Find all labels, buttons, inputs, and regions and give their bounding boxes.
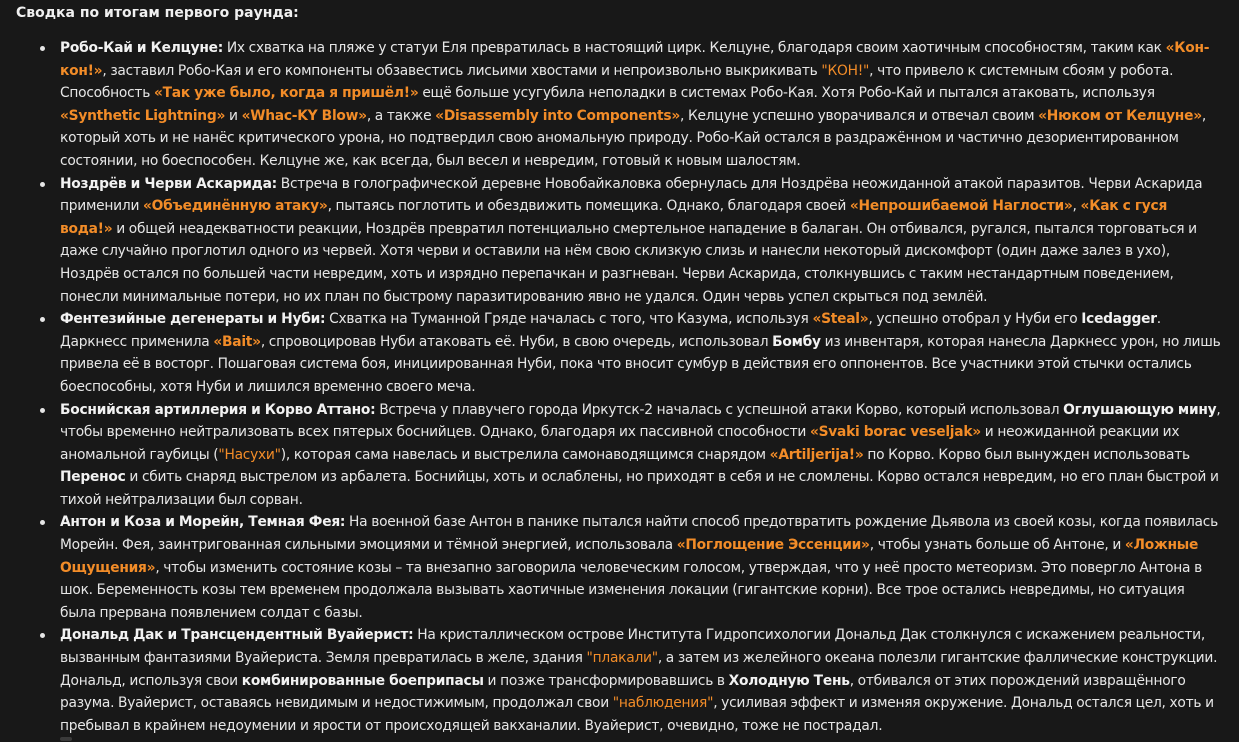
- ability-highlight: «Artiljerija!»: [769, 446, 864, 463]
- ability-highlight: «Bait»: [213, 333, 261, 350]
- next-item-bullet-fragment: [60, 737, 72, 741]
- item-title: Фентезийные дегенераты и Нуби:: [60, 311, 326, 328]
- ability-highlight: «Как с гуся вода!»: [60, 198, 1168, 237]
- body-text: , а также: [366, 107, 436, 124]
- body-text: , успешно отобрал у Нуби его: [868, 311, 1082, 328]
- ability-highlight: «Ложные Ощущения»: [60, 537, 1199, 576]
- body-text: Их схватка на пляже у статуи Еля превратилась в настоящий цирк. Келцуне, благодаря своим хаотичным способностям, таким как: [222, 40, 1166, 56]
- body-text: , пытаясь поглотить и обездвижить помещика. Однако, благодаря своей: [327, 198, 850, 215]
- body-text: Схватка на Туманной Гряде началась с того, что Казума, используя: [325, 311, 813, 328]
- bold-term: Холодную Тень: [728, 672, 850, 689]
- ability-highlight: «Непрошибаемой Наглости»: [849, 198, 1073, 215]
- ability-highlight: «Объединённую атаку»: [143, 198, 328, 215]
- body-text: . Даркнесс применила: [60, 311, 1161, 350]
- body-text: , усиливая эффект и изменяя окружение. Дональд остался цел, хоть и пребывал в крайнем недоумении и ярости от происходящей вакханалии. Вуайерист, очевидно, тоже не пострадал.: [60, 695, 1214, 734]
- list-item: [0, 308, 1239, 398]
- body-text: , спровоцировав Нуби атаковать её. Нуби, в свою очередь, использовал: [260, 333, 773, 350]
- ability-highlight: «Кон-кон!»: [60, 40, 1210, 79]
- ability-highlight: «Disassembly into Components»: [435, 107, 680, 124]
- body-text: и: [225, 107, 242, 124]
- ability-highlight: «Поглощение Эссенции»: [676, 537, 870, 554]
- body-text: Встреча у плавучего города Иркутск-2 началась с успешной атаки Корво, который использовал: [375, 401, 1064, 418]
- bold-term: Оглушающую мину: [1063, 401, 1217, 418]
- battle-summary-list: [0, 37, 1239, 737]
- quote-highlight: "наблюдения": [612, 695, 714, 712]
- quote-highlight: "КОН!": [821, 62, 870, 79]
- body-text: Встреча в голографической деревне Новобайкаловка обернулась для Ноздрёва неожиданной атакой паразитов. Черви Аскарида применили: [60, 175, 1203, 215]
- item-title: Боснийская артиллерия и Корво Аттано:: [60, 401, 376, 418]
- item-title: Робо-Кай и Келцуне:: [60, 40, 223, 56]
- bold-term: комбинированные боеприпасы: [241, 672, 484, 689]
- body-text: , что привело к системным сбоям у робота. Способность: [60, 62, 1174, 102]
- body-text: по Корво. Корво был вынужден использовать: [863, 446, 1190, 463]
- body-text: и неожиданной реакции их аномальной гаубицы (: [60, 424, 1180, 463]
- bold-term: Бомбу: [772, 333, 821, 350]
- body-text: На военной базе Антон в панике пытался найти способ предотвратить рождение Дьявола из своей козы, когда появилась Морейн. Фея, заинтригованная сильными эмоциями и тёмной энергией, использовала: [60, 514, 1218, 554]
- body-text: , который хоть и не нанёс критического урона, но подтвердил свою аномальную природу. Робо-Кай остался в раздражённом и частично дезориентированном состоянии, но боеспособен. Келцуне же, как всегда, был весел и невредим, готовый к новым шалостям.: [60, 107, 1207, 169]
- list-item: [0, 173, 1239, 309]
- body-text: На кристаллическом острове Института Гидропсихологии Дональд Дак столкнулся с искажением реальности, вызванным фантазиями Вуайериста. Земля превратилась в желе, здания: [60, 627, 1206, 667]
- item-title: Антон и Коза и Морейн, Темная Фея:: [60, 514, 346, 531]
- body-text: , а затем из желейного океана полезли гигантские фаллические конструкции. Дональд, используя свои: [60, 650, 1218, 689]
- ability-highlight: «Нюком от Келцуне»: [1038, 107, 1202, 124]
- list-item: [0, 511, 1239, 624]
- bold-term: Перенос: [60, 469, 126, 486]
- body-text: и общей неадекватности реакции, Ноздрёв превратил потенциально смертельное нападение в балаган. Он отбивался, ругался, пытался торговаться и даже случайно проглотил одного из червей. Хотя черви и оставили на нём свою склизкую слизь и нанесли некоторый дискомфорт (один даже залез в ухо), Ноздрёв остался по большей части невредим, хоть и изрядно перепачкан и разгневан. Черви Аскарида, столкнувшись с таким нестандартным поведением, понесли минимальные потери, но их план по быстрому паразитированию явно не удался. Один червь успел скрыться под землёй.: [60, 220, 1197, 305]
- body-text: , чтобы изменить состояние козы – та внезапно заговорила человеческим голосом, утверждая, что у неё просто метеоризм. Это повергло Антона в шок. Беременность козы тем временем продолжала вызывать хаотичные изменения локации (гигантские корни). Все трое остались невредимы, но ситуация была прервана появлением солдат с базы.: [60, 559, 1202, 621]
- body-text: , отбивался от этих порождений извращённого разума. Вуайерист, оставаясь невидимым и недостижимым, продолжал свои: [60, 672, 1186, 712]
- ability-highlight: «Svaki borac veseljak»: [809, 424, 981, 441]
- bold-term: Icedagger: [1081, 311, 1157, 328]
- body-text: , заставил Робо-Кая и его компоненты обзавестись лисьими хвостами и непроизвольно выкрикивать: [102, 62, 822, 79]
- list-item: [0, 399, 1239, 512]
- item-title: Ноздрёв и Черви Аскарида:: [60, 175, 277, 192]
- quote-highlight: "Насухи": [218, 446, 281, 463]
- body-text: , чтобы временно нейтрализовать всех пятерых боснийцев. Однако, благодаря их пассивной способности: [60, 401, 1221, 441]
- list-item: [0, 37, 1239, 173]
- list-item: [0, 624, 1239, 737]
- body-text: ещё больше усугубила неполадки в системах Робо-Кая. Хотя Робо-Кай и пытался атаковать, используя: [418, 85, 1155, 102]
- ability-highlight: «Synthetic Lightning»: [60, 107, 226, 124]
- body-text: ,: [1072, 198, 1081, 215]
- body-text: и сбить снаряд выстрелом из арбалета. Боснийцы, хоть и ослаблены, но приходят в себя и не сломлены. Корво остался невредим, но его план быстрой и тихой нейтрализации был сорван.: [60, 469, 1219, 508]
- body-text: ), которая сама навелась и выстрелила самонаводящимся снарядом: [280, 446, 770, 463]
- ability-highlight: «Whac-KY Blow»: [241, 107, 367, 124]
- item-title: Дональд Дак и Трансцендентный Вуайерист:: [60, 627, 414, 644]
- ability-highlight: «Steal»: [812, 311, 869, 328]
- body-text: , чтобы узнать больше об Антоне, и: [869, 537, 1125, 554]
- body-text: , Келцуне успешно уворачивался и отвечал своим: [679, 107, 1039, 124]
- quote-highlight: "плакали": [586, 650, 658, 667]
- page-title: Сводка по итогам первого раунда:: [16, 5, 299, 21]
- ability-highlight: «Так уже было, когда я пришёл!»: [153, 85, 419, 102]
- body-text: и позже трансформировавшись в: [483, 672, 729, 689]
- body-text: из инвентаря, которая нанесла Даркнесс урон, но лишь привела её в восторг. Пошаговая система боя, инициированная Нуби, пока что вносит сумбур в действия его оппонентов. Все участники этой стычки остались боеспособны, хотя Нуби и лишился временно своего меча.: [60, 333, 1221, 395]
